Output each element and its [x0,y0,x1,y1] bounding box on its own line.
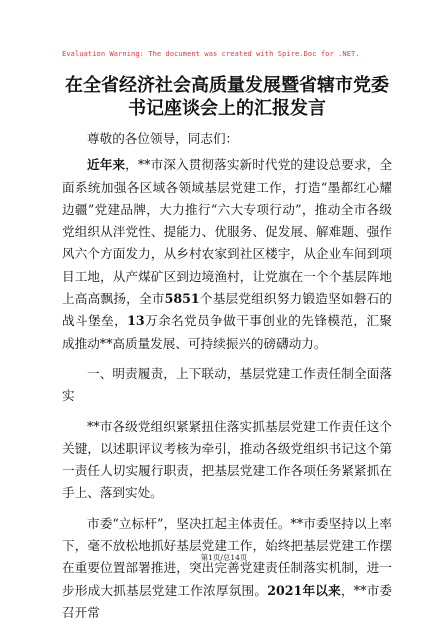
paragraph-intro-text-3: 万余名党员争做干事创业的先锋模范，汇聚成推动**高质量发展、可持续振兴的磅礴动力。 [62,313,393,351]
member-count: 13 [127,313,145,329]
evaluation-warning: Evaluation Warning: The document was created with Spire.Doc for .NET. [62,50,360,58]
lead-phrase: 近年来 [87,157,126,173]
org-count: 5851 [164,291,200,307]
paragraph-intro-text-2: 个基层党组织努力锻造坚如磐石的战斗堡垒， [62,291,393,329]
paragraph-municipal-committee [62,513,392,624]
salutation: 尊敬的各位领导，同志们： [87,131,239,146]
document-title: 在全省经济社会高质量发展暨省辖市党委书记座谈会上的汇报发言 [65,75,389,119]
section-heading-1: 一、明责履责，上下联动，基层党建工作责任制全面落实 [62,365,392,404]
paragraph-committee-text-3: ，**市委召开常 [62,582,393,620]
page-number-footer: 第1页/总14页 [200,553,248,562]
year-suffix: 年以来 [302,582,341,598]
paragraph-intro-text-1: ，**市深入贯彻落实新时代党的建设总要求，全面系统加强各区域各领域基层党建工作，打造“墨都红心耀边疆”党建品牌，大力推行“六大专项行动”，推动全市各级党组织从泮党性、提能力、优服务、促发展、解难题、强作风六个方面发力，从乡村农家到社区楼宇，从企业车间到项目工地，从产煤矿区到边境渔村，让党旗在一个个基层阵地上高高飘扬，全市 [62,157,393,307]
year-highlight: 2021 [267,582,303,598]
paragraph-responsibility: **市各级党组织紧紧扭住落实抓基层党建工作责任这个关键，以述职评议考核为牵引，推动各级党组织书记这个第一责任人切实履行职责，把基层党建工作各项任务紧紧抓在手上、落到实处。 [62,418,392,501]
paragraph-committee-text-1: 市委“立标杆”，坚决扛起主体责任。**市委坚持以上率下，毫不放松地抓好基层党建工作，始终把基层党建工作摆在重要位置部署推进，突出完善党建责任制落实机制，进一步形成大抓基层党建工作浓厚氛围。 [62,515,392,598]
paragraph-intro [62,154,392,355]
